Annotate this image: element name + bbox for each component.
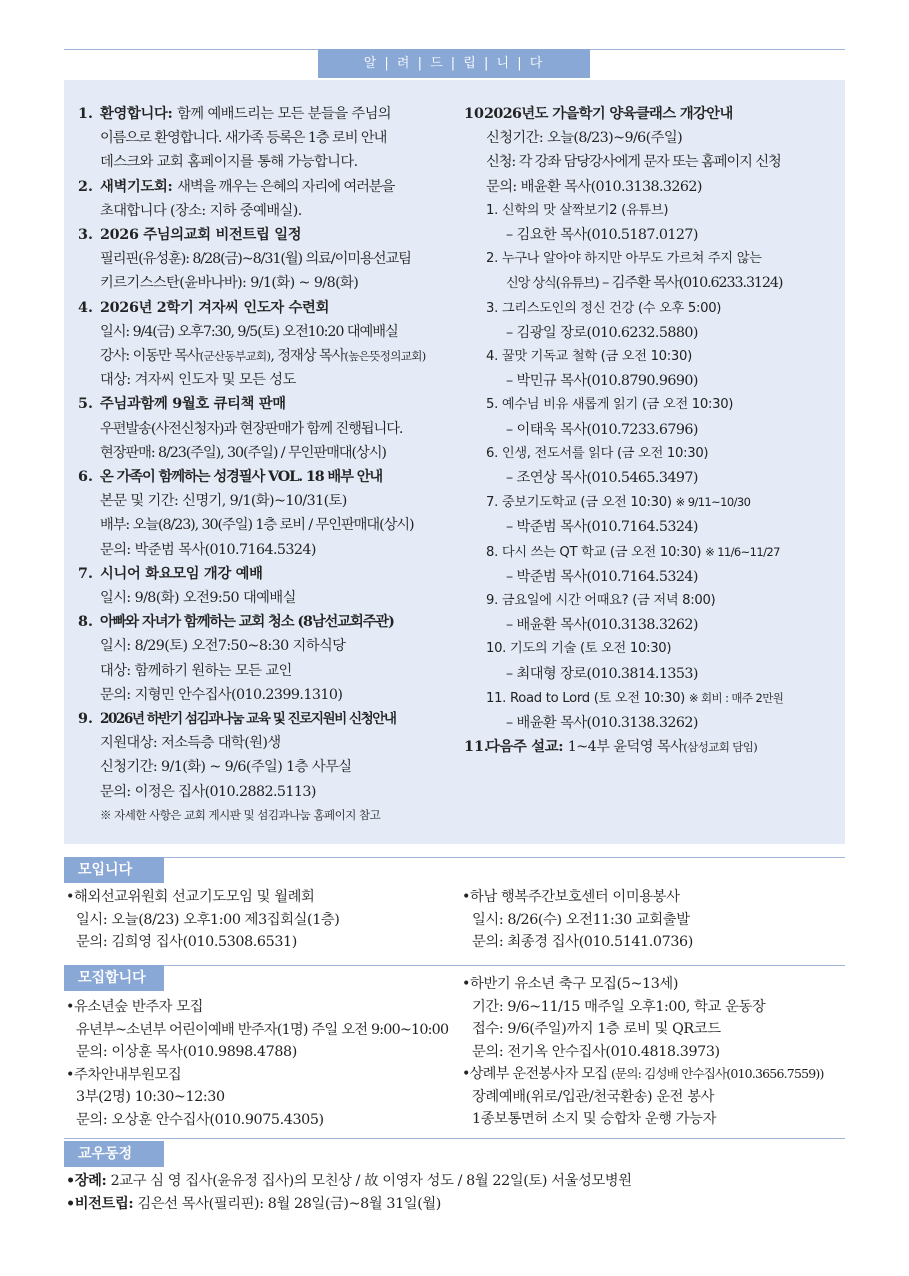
notices-right-column [464,102,840,759]
members-label: 교우동정 [64,1141,164,1167]
class-10-title: 10. 기도의 기술 (토 오전 10:30) [486,641,672,657]
recruit-label: 모집합니다 [64,965,164,991]
class-1-title: 1. 신학의 맛 살짝보기2 (유튜브) [486,202,669,218]
members-funeral: •장례: 2교구 심 영 집사(윤유정 집사)의 모친상 / 故 이영자 성도 / 8월 22일(토) 서울성모병원 [66,1173,632,1189]
class-3-title: 3. 그리스도인의 정신 건강 (수 오후 5:00) [486,300,722,316]
notice-2: 2. 새벽기도회: 새벽을 깨우는 은혜의 자리에 여러분을 초대합니다 (장소: 지하 중예배실). [78,178,395,219]
notice-7: 7. 시니어 화요모임 개강 예배 일시: 9/8(화) 오전9:50 대예배실 [78,565,296,607]
notice-4: 4. 2026년 2학기 겨자씨 인도자 수련회 일시: 9/4(금) 오후7:30, 9/5(토) 오전10:20 대예배실 강사: 이동만 목사(군산동부교회), 정재상 목사(높은뜻정의교회) 대상: 겨자씨 인도자 및 모든 성도 [78,299,426,389]
gathering-right: •하남 행복주간보호센터 이미용봉사 일시: 8/26(수) 오전11:30 교회출발 문의: 최종경 집사(010.5141.0736) [462,889,693,950]
recruit-bottom-rule [64,1138,845,1139]
class-8-title: 8. 다시 쓰는 QT 학교 (금 오전 10:30) ※ 11/6~11/27 [486,544,780,560]
members-news [66,1170,632,1215]
notice-6: 6. 온 가족이 함께하는 성경필사 VOL. 18 배부 안내 본문 및 기간: 신명기, 9/1(화)~10/31(토) 배부: 오늘(8/23), 30(주일) 1층 로비 / 무인판매대(상시) 문의: 박준범 목사(010.7164.5324) [78,469,414,558]
class-11-title: 11. Road to Lord (토 오전 10:30) ※ 회비 : 매주 2만원 [486,690,784,706]
class-9-title: 9. 금요일에 시간 어때요? (금 저녁 8:00) [486,593,716,609]
notice-8: 8. 아빠와 자녀가 함께하는 교회 청소 (8남선교회주관) 일시: 8/29(토) 오전7:50~8:30 지하식당 대상: 함께하기 원하는 모든 교인 문의: 지형민 안수집사(010.2399.1310) [78,614,394,703]
notices-left-column [78,102,458,826]
notice-9: 9. 2026년 하반기 섬김과나눔 교육 및 진로지원비 신청안내 지원대상: 저소득층 대학(원)생 신청기간: 9/1(화) ~ 9/6(주일) 1층 사무실 문의: 이정은 집사(010.2882.5113) ※ 자세한 사항은 교회 게시판 및 섬김과나눔 홈페이지 참고 [78,707,458,826]
gatherings-label: 모입니다 [64,857,164,883]
gathering-left: •해외선교위원회 선교기도모임 및 월례회 일시: 오늘(8/23) 오후1:00 제3집회실(1층) 문의: 김희영 집사(010.5308.6531) [66,889,340,950]
notice-11: 11.다음주 설교: 1~4부 윤덕영 목사(삼성교회 담임) [464,739,758,756]
members-section-header [64,1141,845,1167]
notice-1: 1. 환영합니다: 함께 예배드리는 모든 분들을 주님의 이름으로 환영합니다. 새가족 등록은 1층 로비 안내 데스크와 교회 홈페이지를 통해 가능합니다. [78,106,392,171]
page-title: 알 | 려 | 드 | 립 | 니 | 다 [318,49,590,78]
class-2-title: 2. 누구나 알아야 하지만 아무도 가르쳐 주지 않는 [486,251,762,267]
members-visiontrip: •비전트립: 김은선 목사(필리핀): 8월 28일(금)~8월 31일(월) [66,1195,441,1212]
class-7-title: 7. 중보기도학교 (금 오전 10:30) ※ 9/11~10/30 [486,495,751,511]
notice-3: 3. 2026 주님의교회 비전트립 일정 필리핀(유성훈): 8/28(금)~8/31(월) 의료/이미용선교팀 키르기스스탄(윤바나바): 9/1(화) ~ 9/8(화) [78,227,411,292]
recruit-left: •유소년숲 반주자 모집 유년부~소년부 어린이예배 반주자(1명) 주일 오전 9:00~10:00 문의: 이상훈 목사(010.9898.4788) •주차안내부원모집 3부(2명) 10:30~12:30 문의: 오상훈 안수집사(010.9075.4305) [66,999,449,1128]
class-6-title: 6. 인생, 전도서를 읽다 (금 오전 10:30) [486,445,709,461]
class-4-title: 4. 꿀맛 기독교 철학 (금 오전 10:30) [486,349,692,365]
notice-5: 5. 주님과함께 9월호 큐티책 판매 우편발송(사전신청자)과 현장판매가 함께 진행됩니다. 현장판매: 8/23(주일), 30(주일) / 무인판매대(상시) [78,396,403,461]
notice-10: 10.2026년도 가을학기 양육클래스 개강안내 신청기간: 오늘(8/23)~9/6(주일) 신청: 각 강좌 담당강사에게 문자 또는 홈페이지 신청 문의: 배윤환 목사(010.3138.3262) 1. 신학의 맛 살짝보기2 (유튜브) – 김요한 목사(010.5187.0127) 2. 누구나 알아야 하지만 아무도 가르쳐 주지 않는 신앙 상식(유튜브) – 김주환 목사(010.6233.3124) 3. 그리스도인의 정신 건강 (수 오후 5:00) – 김광일 장로(010.6232.5880) 4. 꿀맛 기독교 철학 (금 오전 10:30) – 박민규 목사(010.8790.9690) 5. 예수님 비유 새롭게 읽기 (금 오전 10:30) – 이태욱 목사(010.7233.6796) 6. 인생, 전도서를 읽다 (금 오전 10:30) – 조연상 목사(010.5465.3497) 7. 중보기도학교 (금 오전 10:30) ※ 9/11~10/30 – 박준범 목사(010.7164.5324) 8. 다시 쓰는 QT 학교 (금 오전 10:30) ※ 11/6~11/27 – 박준범 목사(010.7164.5324) 9. 금요일에 시간 어때요? (금 저녁 8:00) – 배윤환 목사(010.3138.3262) 10. 기도의 기술 (토 오전 10:30) – 최대형 장로(010.3814.1353) 11. Road to Lord (토 오전 10:30) ※ 회비 : 매주 2만원 – 배윤환 목사(010.3138.3262) [464,102,840,735]
notice-9-note: ※ 자세한 사항은 교회 게시판 및 섬김과나눔 홈페이지 참고 [100,807,381,822]
recruit-right: •하반기 유소년 축구 모집(5~13세) 기간: 9/6~11/15 매주일 오후1:00, 학교 운동장 접수: 9/6(주일)까지 1층 로비 및 QR코드 문의: 전기옥 안수집사(010.4818.3973) •상례부 운전봉사자 모집 (문의: 김성배 안수집사(010.3656.7559)) 장례예배(위로/입관/천국환송) 운전 봉사 1종보통면허 소지 및 승합차 운행 가능자 [462,976,824,1127]
gatherings-section-header [64,857,845,883]
class-5-title: 5. 예수님 비유 새롭게 읽기 (금 오전 10:30) [486,397,734,413]
